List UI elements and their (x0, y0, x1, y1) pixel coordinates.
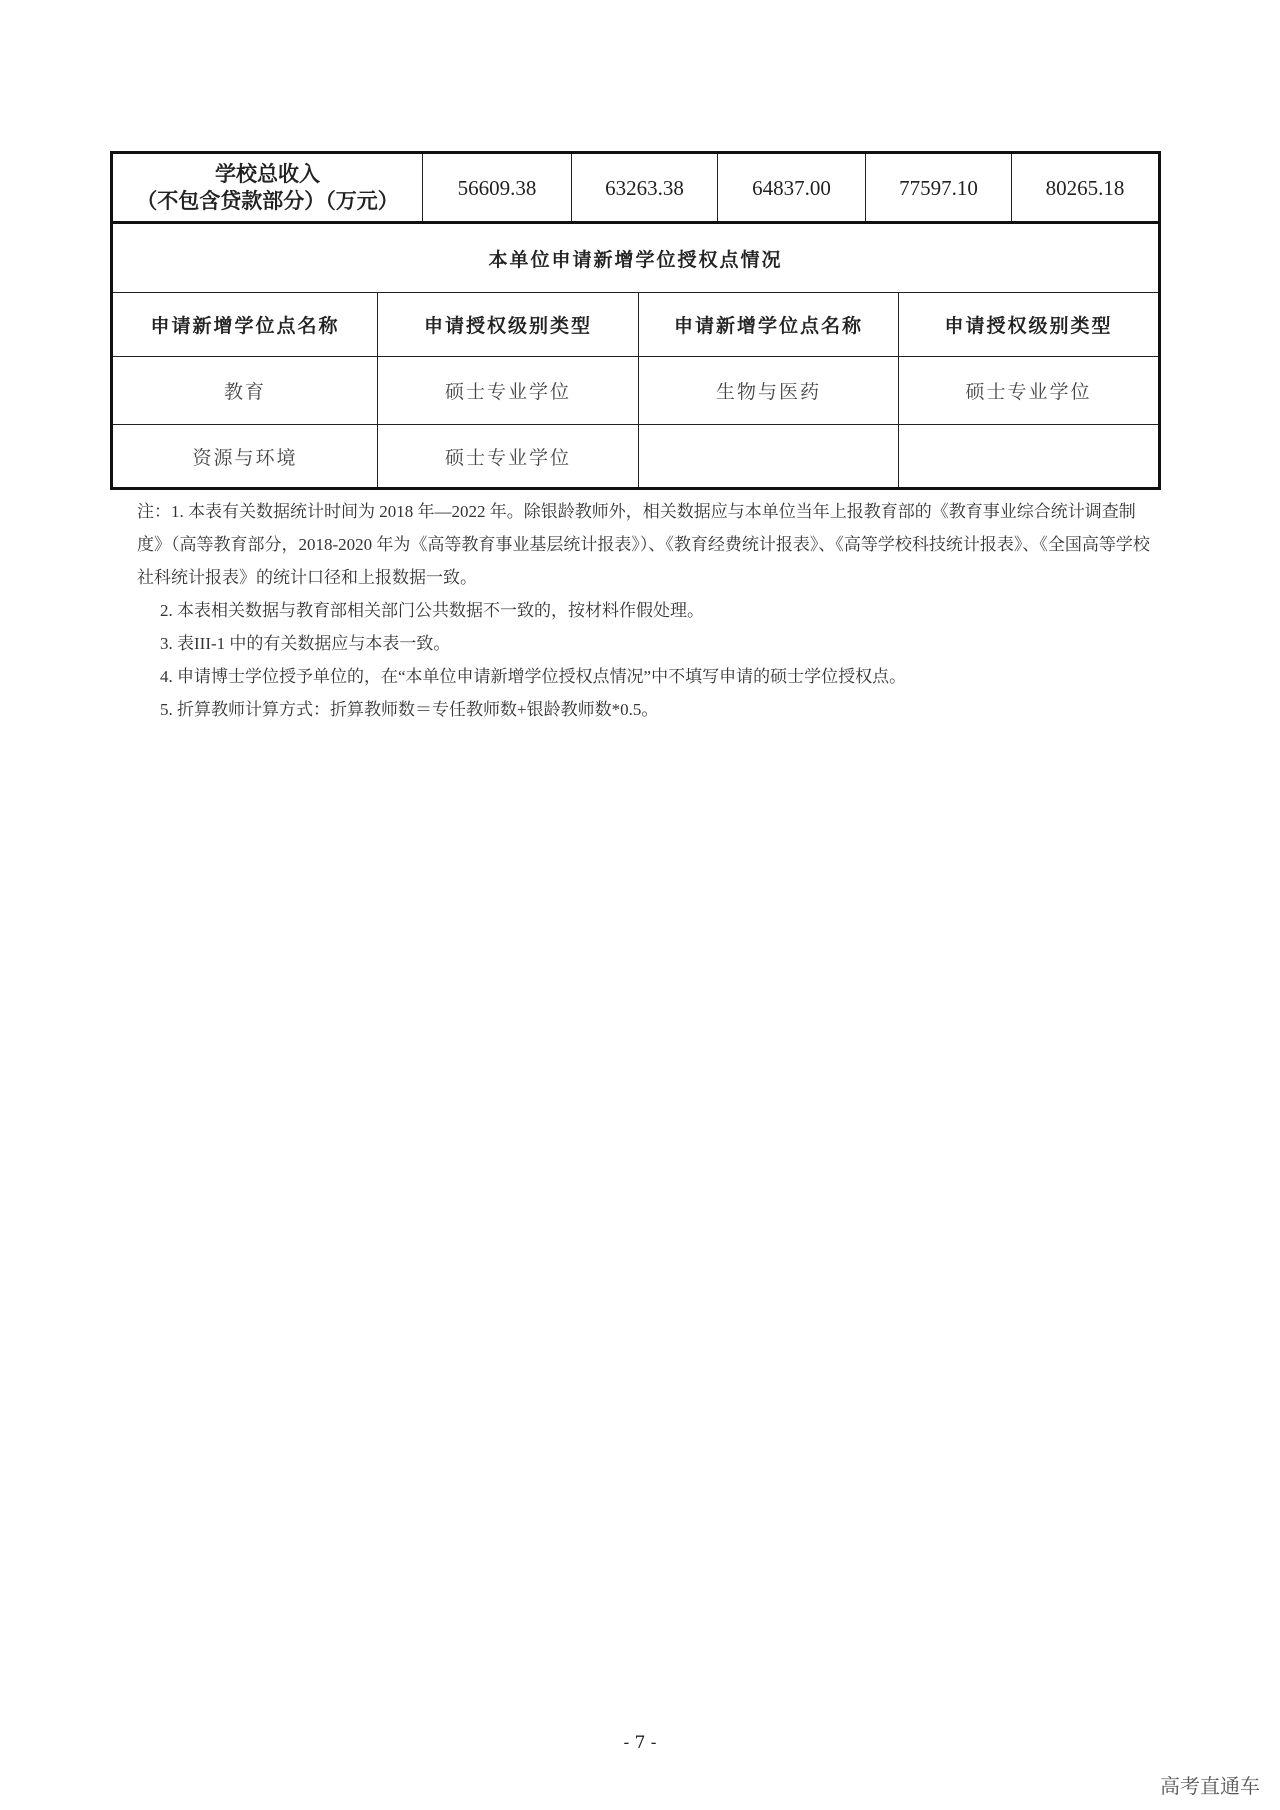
header-cell: 申请新增学位点名称 (639, 293, 899, 357)
cell: 教育 (112, 357, 378, 425)
header-row (112, 293, 1160, 357)
notes (137, 495, 1157, 726)
degree-table (110, 221, 1161, 490)
cell (899, 425, 1160, 489)
header-cell: 申请授权级别类型 (378, 293, 639, 357)
note: 3. 表III-1 中的有关数据应与本表一致。 (160, 634, 451, 653)
header-cell: 申请新增学位点名称 (112, 293, 378, 357)
note: 注：1. 本表有关数据统计时间为 2018 年—2022 年。除银龄教师外，相关数据应与本单位当年上报教育部的《教育事业综合统计调查制度》（高等教育部分，2018-2020 年为《高等教育事业基层统计报表》）、《教育经费统计报表》、《高等学校科技统计报表》、《全国高等学校社科统计报表》的统计口径和上报数据一致。 (137, 502, 1150, 587)
cell: 硕士专业学位 (378, 425, 639, 489)
cell (639, 425, 899, 489)
value-cell: 77597.10 (866, 153, 1012, 223)
watermark: 高考直通车 (1160, 1774, 1260, 1798)
income-label (112, 153, 423, 223)
cell: 生物与医药 (639, 357, 899, 425)
note: 5. 折算教师计算方式：折算教师数＝专任教师数+银龄教师数*0.5。 (160, 700, 659, 719)
label-line: （不包含贷款部分）（万元） (136, 189, 399, 213)
value-cell: 63263.38 (572, 153, 718, 223)
cell: 资源与环境 (112, 425, 378, 489)
table-row (112, 153, 1160, 223)
page-number: - 7 - (623, 1733, 657, 1753)
label-line: 学校总收入 (215, 162, 320, 186)
cell: 硕士专业学位 (378, 357, 639, 425)
table-row (112, 357, 1160, 425)
table-row (112, 425, 1160, 489)
note: 2. 本表相关数据与教育部相关部门公共数据不一致的，按材料作假处理。 (160, 601, 704, 620)
income-table (110, 151, 1161, 223)
value-cell: 80265.18 (1012, 153, 1160, 223)
value-cell: 56609.38 (423, 153, 572, 223)
value-cell: 64837.00 (718, 153, 866, 223)
header-cell: 申请授权级别类型 (899, 293, 1160, 357)
note: 4. 申请博士学位授予单位的，在“本单位申请新增学位授权点情况”中不填写申请的硕士学位授权点。 (160, 667, 907, 686)
section-title: 本单位申请新增学位授权点情况 (112, 223, 1160, 293)
cell: 硕士专业学位 (899, 357, 1160, 425)
